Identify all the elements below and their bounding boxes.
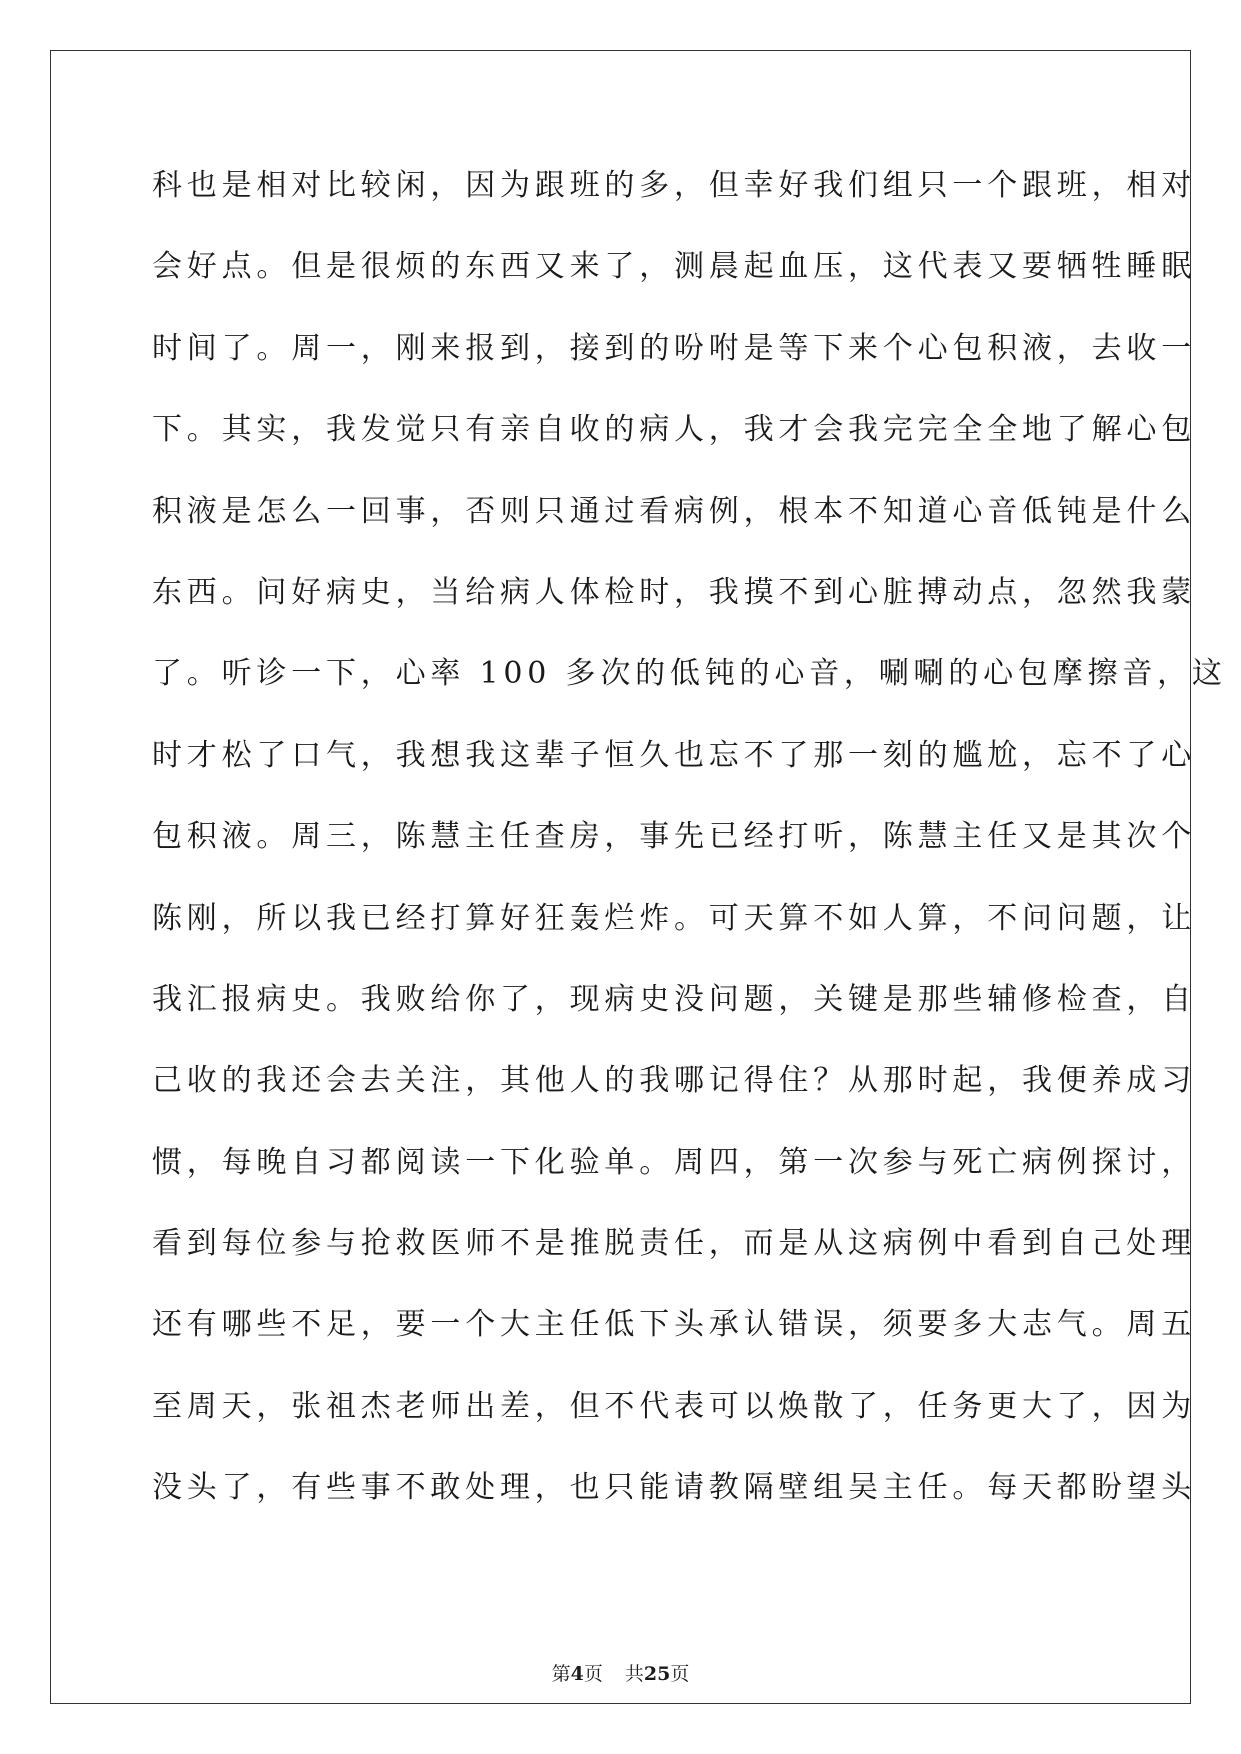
page-suffix: 页 [583,1663,603,1685]
text-line: 我汇报病史。我败给你了，现病史没问题，关键是那些辅修检查，自 [152,981,1196,1017]
text-line: 了。听诊一下，心率 100 多次的低钝的心音，唰唰的心包摩擦音，这 [152,656,1227,692]
text-line: 会好点。但是很烦的东西又来了，测晨起血压，这代表又要牺牲睡眠 [152,249,1196,285]
text-line: 包积液。周三，陈慧主任查房，事先已经打听，陈慧主任又是其次个 [152,819,1196,855]
text-line: 己收的我还会去关注，其他人的我哪记得住？从那时起，我便养成习 [152,1063,1196,1099]
text-line: 下。其实，我发觉只有亲自收的病人，我才会我完完全全地了解心包 [152,412,1196,448]
total-prefix: 共 [624,1663,644,1685]
text-line: 时才松了口气，我想我这辈子恒久也忘不了那一刻的尴尬，忘不了心 [152,737,1196,773]
text-line: 还有哪些不足，要一个大主任低下头承认错误，须要多大志气。周五 [152,1307,1196,1343]
text-line: 至周天，张祖杰老师出差，但不代表可以焕散了，任务更大了，因为 [152,1388,1196,1424]
text-line: 时间了。周一，刚来报到，接到的吩咐是等下来个心包积液，去收一 [152,330,1196,366]
text-line: 惯，每晚自习都阅读一下化验单。周四，第一次参与死亡病例探讨， [152,1144,1196,1180]
total-pages: 25 [643,1663,671,1685]
page-number: 4 [570,1663,584,1685]
page-prefix: 第 [551,1663,571,1685]
page-footer [0,1662,1241,1686]
text-line: 没头了，有些事不敢处理，也只能请教隔壁组吴主任。每天都盼望头 [152,1470,1196,1506]
text-line: 积液是怎么一回事，否则只通过看病例，根本不知道心音低钝是什么 [152,493,1196,529]
text-line: 看到每位参与抢救医师不是推脱责任，而是从这病例中看到自己处理 [152,1226,1196,1262]
body-text [152,160,1227,1544]
text-line: 科也是相对比较闲，因为跟班的多，但幸好我们组只一个跟班，相对 [152,168,1196,203]
total-suffix: 页 [670,1663,690,1685]
text-line: 东西。问好病史，当给病人体检时，我摸不到心脏搏动点，忽然我蒙 [152,574,1196,610]
text-line: 陈刚，所以我已经打算好狂轰烂炸。可天算不如人算，不问问题，让 [152,900,1196,936]
